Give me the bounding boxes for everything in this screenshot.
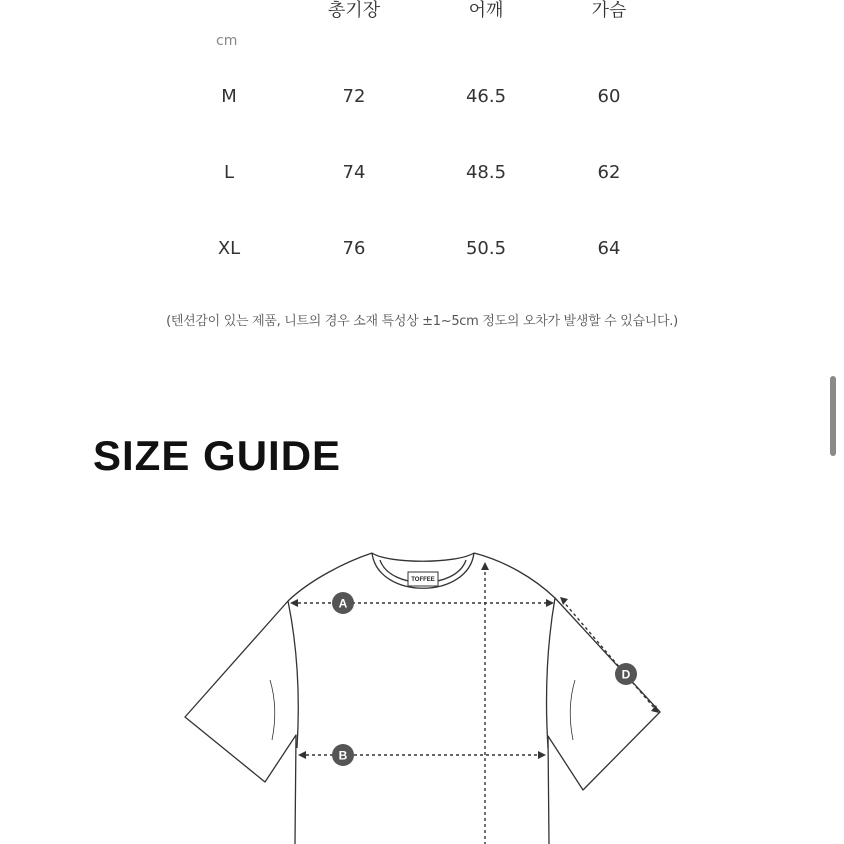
table-cell: 72 [342,86,366,107]
tolerance-note: (텐션감이 있는 제품, 니트의 경우 소재 특성상 ±1~5cm 정도의 오차가 발생할 수 있습니다.) [166,314,678,329]
table-cell: 46.5 [465,86,507,107]
tshirt-outline [185,553,660,844]
header-chest: 가슴 [591,0,627,21]
table-cell: 64 [597,238,621,259]
size-guide-title: SIZE GUIDE [93,432,342,479]
collar-outer [372,553,474,561]
marker-b [332,744,354,766]
table-cell: 60 [597,86,621,107]
size-label-xl: XL [217,238,241,259]
brand-tag-text: TOFFEE [411,577,435,583]
header-shoulder: 어깨 [468,0,504,21]
table-cell: 62 [597,162,621,183]
marker-d [615,663,637,685]
measure-line-d [562,600,656,710]
scrollbar[interactable] [830,376,836,456]
marker-a-label: A [338,596,348,611]
table-cell: 76 [342,238,366,259]
unit-label: cm [216,33,238,49]
marker-d-label: D [621,667,631,682]
marker-a [332,592,354,614]
table-cell: 50.5 [465,238,507,259]
header-total-length: 총기장 [327,0,381,21]
size-label-l: L [223,162,235,183]
table-cell: 74 [342,162,366,183]
size-label-m: M [221,86,237,107]
marker-b-label: B [338,748,348,763]
table-cell: 48.5 [465,162,507,183]
